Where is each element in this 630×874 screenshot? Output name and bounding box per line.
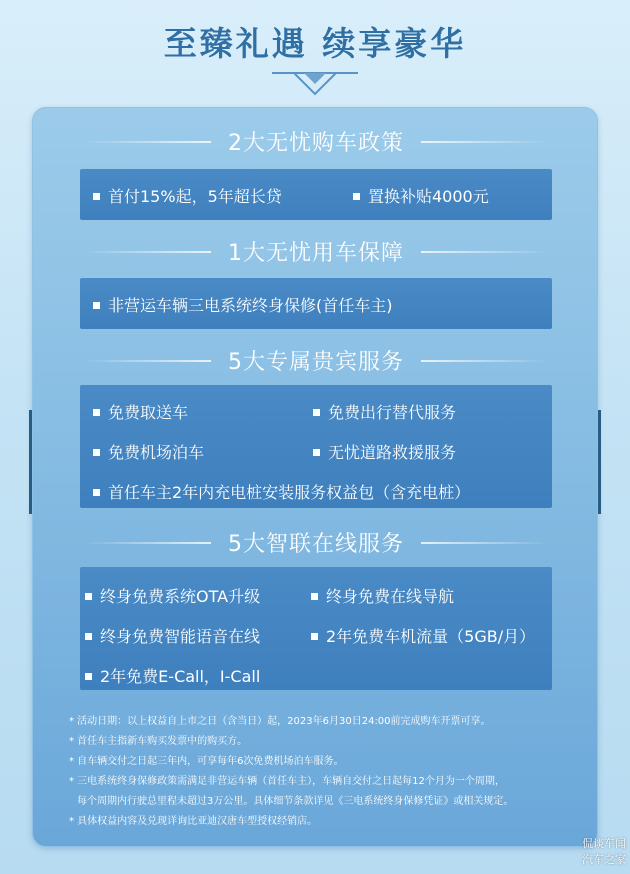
chevron-down-icon: [272, 70, 358, 96]
section-vip-service-title: 5大专属贵宾服务: [33, 345, 599, 376]
list-item: 首任车主2年内充电桩安装服务权益包（含充电桩）: [93, 480, 470, 503]
divider-left: [83, 542, 211, 544]
divider-left: [83, 141, 211, 143]
list-item: 免费出行替代服务: [313, 400, 456, 423]
list-item: 置换补贴4000元: [353, 184, 489, 207]
list-item: 2年免费车机流量（5GB/月）: [311, 624, 535, 647]
section-usage-guarantee-title: 1大无忧用车保障: [33, 236, 599, 267]
benefits-panel: [32, 107, 598, 847]
list-item: 终身免费系统OTA升级: [85, 584, 260, 607]
footnote: * 自车辆交付之日起三年内，可享每年6次免费机场泊车服务。: [69, 756, 344, 767]
list-item: 免费机场泊车: [93, 440, 204, 463]
footnote: * 活动日期：以上权益自上市之日（含当日）起，2023年6月30日24:00前完成购车开票可享。: [69, 716, 491, 727]
divider-right: [421, 542, 549, 544]
section-usage-guarantee-box: [80, 278, 552, 329]
divider-right: [421, 251, 549, 253]
section-connected-service-box: [80, 567, 552, 690]
list-item: 非营运车辆三电系统终身保修(首任车主): [93, 293, 393, 316]
footnote: * 具体权益内容及兑现详询比亚迪汉唐车型授权经销店。: [69, 816, 318, 827]
divider-left: [83, 251, 211, 253]
footnotes: [69, 712, 579, 832]
list-item: 终身免费智能语音在线: [85, 624, 260, 647]
section-connected-service-title: 5大智联在线服务: [33, 527, 599, 558]
list-item: 2年免费E-Call，I-Call: [85, 664, 260, 687]
list-item: 无忧道路救援服务: [313, 440, 456, 463]
list-item: 免费取送车: [93, 400, 188, 423]
section-purchase-policy-box: [80, 169, 552, 220]
footnote: * 三电系统终身保修政策需满足非营运车辆（首任车主），车辆自交付之日起每12个月为一个周期，: [69, 776, 505, 787]
section-purchase-policy-title: 2大无忧购车政策: [33, 126, 599, 157]
divider-right: [421, 360, 549, 362]
list-item: 首付15%起，5年超长贷: [93, 184, 282, 207]
divider-left: [83, 360, 211, 362]
footnote: * 首任车主指新车购买发票中的购买方。: [69, 736, 248, 747]
watermark-line: 汽车之家: [582, 853, 626, 866]
list-item: 终身免费在线导航: [311, 584, 454, 607]
page-title: 至臻礼遇 续享豪华: [163, 24, 467, 63]
watermark-line: 侃谈车闻: [582, 837, 626, 850]
watermark: [582, 836, 626, 868]
footnote: 每个周期内行驶总里程未超过3万公里。具体细节条款详见《三电系统终身保修凭证》或相关规定。: [77, 796, 514, 807]
section-vip-service-box: [80, 385, 552, 508]
divider-right: [421, 141, 549, 143]
